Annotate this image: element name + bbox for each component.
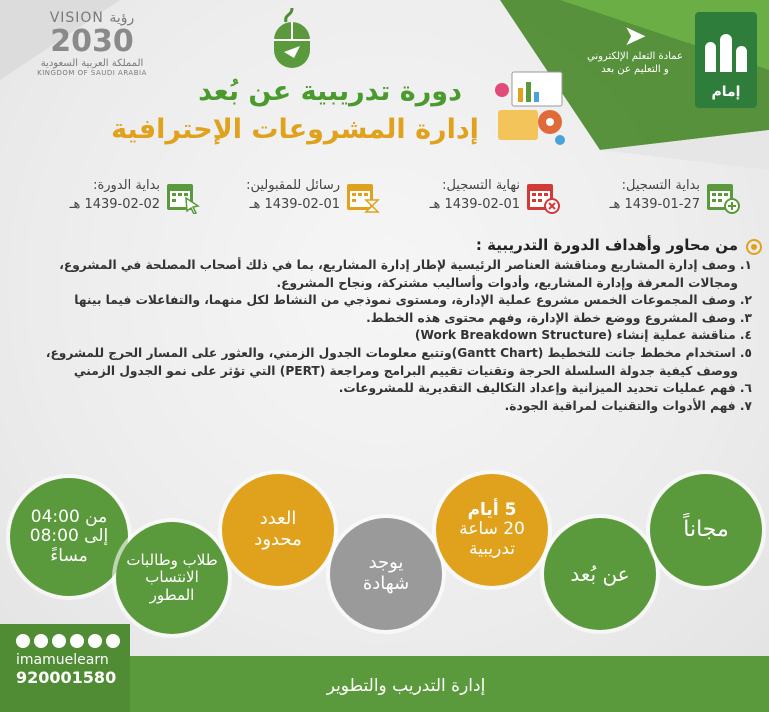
date-acceptance-messages [210, 176, 380, 220]
university-logo-mark [705, 34, 747, 72]
university-logo-text: إمام [711, 84, 741, 100]
bubble-audience [116, 522, 228, 634]
calendar-plus-icon [706, 180, 740, 214]
bubble-line: يوجد [368, 552, 404, 574]
bubble-line: عن بُعد [570, 561, 630, 586]
dates-row [30, 176, 740, 220]
goal-item: ٤. مناقشة عملية إنشاء (Work Breakdown Structure) [414, 328, 752, 343]
calendar-cursor-icon [166, 180, 200, 214]
instagram-icon[interactable] [34, 634, 48, 648]
project-management-icon [494, 70, 568, 146]
deanship-name-line1: عمادة التعلم الإلكتروني [586, 51, 683, 62]
vision-2030-logo [22, 10, 162, 77]
course-goals [12, 236, 752, 415]
bubble-line: محدود [254, 529, 302, 550]
deanship-name-line2: و التعليم عن بعد [601, 64, 669, 75]
goal-item: ٢. وصف المجموعات الخمس مشروع عملية الإدارة، ومستوى نموذجي من النشاط لكل منهما، والتفاعلات فيما بينها [74, 293, 752, 308]
bubble-line: شهادة [362, 573, 410, 594]
goal-item: ٧. فهم الأدوات والتقنيات لمراقبة الجودة. [504, 398, 752, 413]
bubble-line: إلى 08:00 [29, 526, 109, 547]
goal-item: ٣. وصف المشروع ووضع خطة الإدارة، وفهم محتوى هذه الخطط. [366, 310, 752, 325]
bubble-line: 5 أيام [467, 499, 517, 520]
bubble-price [650, 474, 762, 586]
date-label: نهاية التسجيل: [442, 178, 520, 193]
date-value: 1439-02-02 هـ [69, 197, 160, 212]
bubble-line: العدد [259, 508, 297, 530]
bubble-line: المطور [149, 585, 195, 604]
social-icons [16, 634, 130, 648]
vision-year: 2030 [50, 24, 134, 59]
social-contact [0, 624, 130, 712]
bubble-line: مجاناً [683, 517, 729, 543]
social-handle[interactable]: imamuelearn [16, 652, 109, 668]
course-name-title: إدارة المشروعات الإحترافية [111, 114, 479, 145]
date-course-start [30, 176, 200, 220]
bubble-seats [222, 474, 334, 586]
university-logo [695, 12, 757, 108]
bubble-duration [436, 474, 548, 586]
youtube-icon[interactable] [88, 634, 102, 648]
twitter-icon[interactable] [52, 634, 66, 648]
vision-country-en: KINGDOM OF SAUDI ARABIA [37, 69, 147, 77]
goal-item: ومجالات المعرفة وإدارة المشاريع، وأدوات وأساليب مشتركة، ونجاح المشروع. [276, 275, 738, 290]
bubble-line: 20 ساعة [459, 519, 525, 540]
snapchat-icon[interactable] [106, 634, 120, 648]
calendar-x-icon [526, 180, 560, 214]
bubble-line: تدريبية [469, 538, 515, 559]
footer-department: إدارة التدريب والتطوير [326, 676, 486, 696]
calendar-hourglass-icon [346, 180, 380, 214]
goals-heading [12, 236, 752, 254]
bubble-line: مساءً [50, 545, 88, 566]
bullet-target-icon [746, 239, 762, 255]
bubble-line: من 04:00 [30, 506, 108, 527]
goal-item: ٦. فهم عمليات تحديد الميزانية وإعداد التكاليف التقديرية للمشروعات. [338, 381, 752, 396]
facebook-icon[interactable] [70, 634, 84, 648]
mouse-icon [262, 6, 322, 70]
goal-item: ووصف كيفية جدولة السلسلة الحرجة وتقنيات تقييم البرامج ومراجعة (PERT) التي تؤثر على نمو الجدول الزمني [73, 363, 738, 378]
bubble-line: الانتساب [145, 568, 199, 587]
date-registration-end [390, 176, 560, 220]
goals-heading-text: من محاور وأهداف الدورة التدريبية : [475, 236, 738, 254]
date-value: 1439-01-27 هـ [609, 197, 700, 212]
bubble-certificate [330, 518, 442, 630]
date-label: رسائل للمقبولين: [246, 178, 340, 193]
telegram-icon[interactable] [16, 634, 30, 648]
goal-item: ١. وصف إدارة المشاريع ومناقشة العناصر الرئيسية لإطار إدارة المشاريع، بما في ذلك أصحاب المصلحة في المشروع، [59, 258, 752, 272]
vision-country-ar: المملكة العربية السعودية [40, 58, 144, 69]
goals-list [12, 257, 752, 415]
date-value: 1439-02-01 هـ [429, 197, 520, 212]
deanship-mark-icon: ➤ [623, 19, 647, 52]
vision-label: VISION رؤية [49, 10, 135, 26]
date-registration-start [570, 176, 740, 220]
footer [0, 640, 769, 712]
date-label: بداية التسجيل: [621, 178, 700, 193]
bubble-line: طلاب وطالبات [126, 551, 218, 570]
deanship-logo [586, 19, 683, 76]
features-bubbles [0, 470, 769, 630]
course-type-title: دورة تدريبية عن بُعد [198, 76, 462, 107]
date-value: 1439-02-01 هـ [249, 197, 340, 212]
bubble-time [10, 478, 128, 596]
bubble-mode [544, 518, 656, 630]
goal-item: ٥. استخدام مخطط جانت للتخطيط (Gantt Chart)وتتبع معلومات الجدول الزمني، والعثور على المسار الحرج للمشروع، [45, 345, 752, 360]
date-label: بداية الدورة: [93, 178, 160, 193]
phone-number[interactable]: 920001580 [16, 668, 117, 687]
